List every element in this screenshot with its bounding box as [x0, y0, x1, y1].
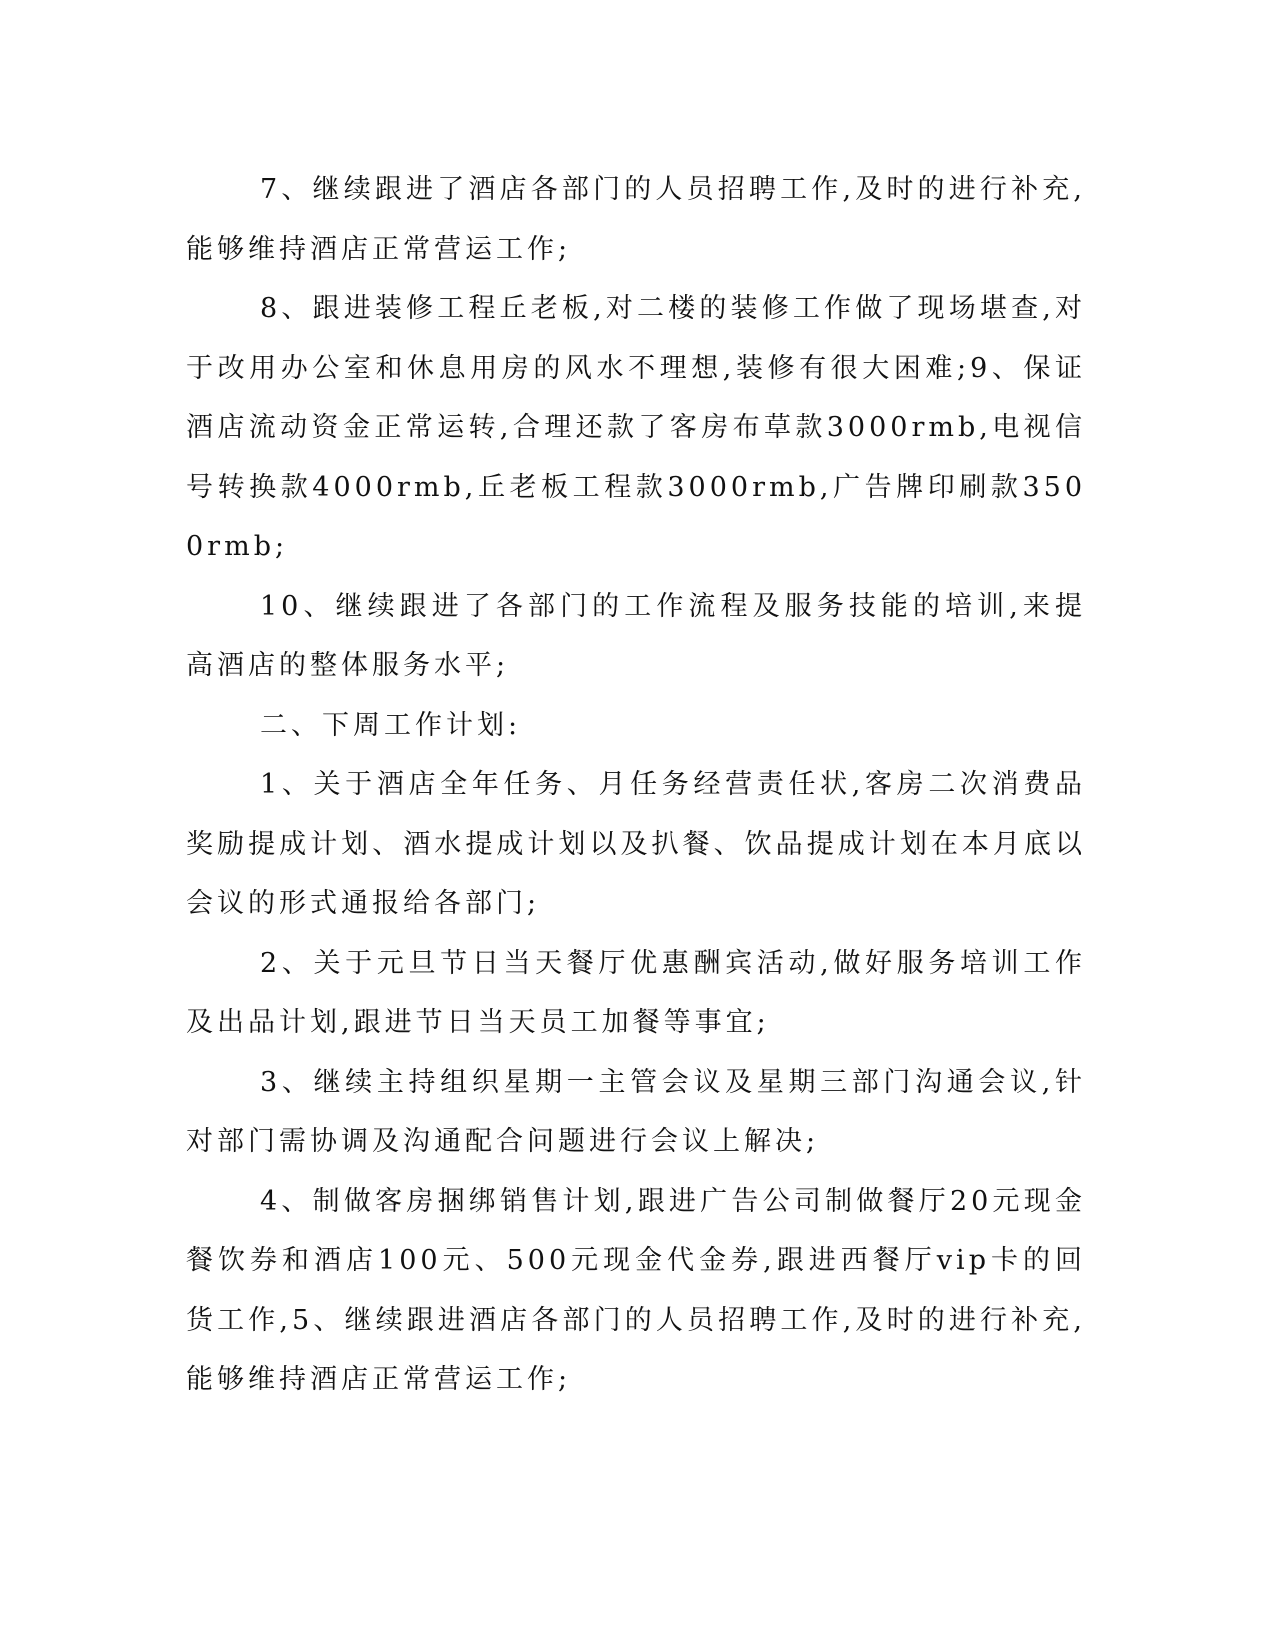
plan-item-2: 2、关于元旦节日当天餐厅优惠酬宾活动,做好服务培训工作及出品计划,跟进节日当天员工加餐等事宜;	[186, 947, 1086, 1038]
paragraph-item-7: 7、继续跟进了酒店各部门的人员招聘工作,及时的进行补充,能够维持酒店正常营运工作;	[186, 174, 1086, 265]
plan-item-4-5: 4、制做客房捆绑销售计划,跟进广告公司制做餐厅20元现金餐饮券和酒店100元、500元现金代金券,跟进西餐厅vip卡的回货工作,5、继续跟进酒店各部门的人员招聘工作,及时的进行补充,能够维持酒店正常营运工作;	[186, 1185, 1086, 1395]
paragraph-item-8-9: 8、跟进装修工程丘老板,对二楼的装修工作做了现场堪查,对于改用办公室和休息用房的风水不理想,装修有很大困难;9、保证酒店流动资金正常运转,合理还款了客房布草款3000rmb,电视信号转换款4000rmb,丘老板工程款3000rmb,广告牌印刷款3500rmb;	[186, 293, 1086, 562]
document-body	[186, 160, 1086, 1410]
plan-item-3: 3、继续主持组织星期一主管会议及星期三部门沟通会议,针对部门需协调及沟通配合问题进行会议上解决;	[186, 1066, 1086, 1157]
plan-item-1: 1、关于酒店全年任务、月任务经营责任状,客房二次消费品奖励提成计划、酒水提成计划以及扒餐、饮品提成计划在本月底以会议的形式通报给各部门;	[186, 769, 1086, 919]
section-heading-next-week-plan: 二、下周工作计划:	[260, 709, 522, 741]
paragraph-item-10: 10、继续跟进了各部门的工作流程及服务技能的培训,来提高酒店的整体服务水平;	[186, 590, 1086, 681]
